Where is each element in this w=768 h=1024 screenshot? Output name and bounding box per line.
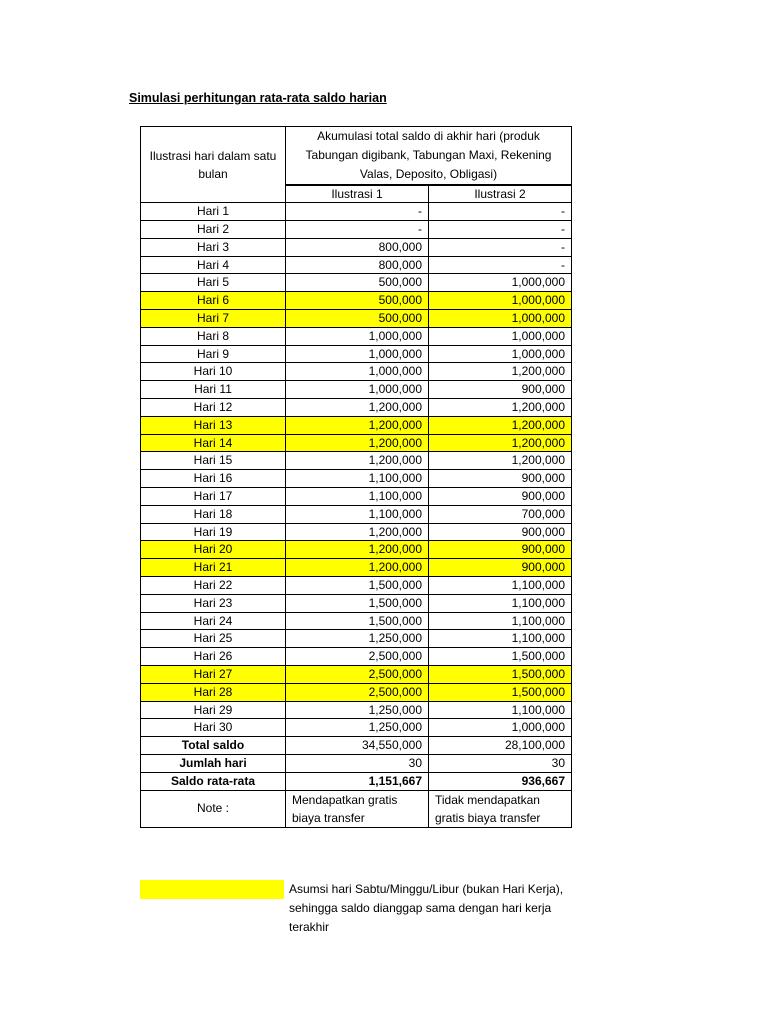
summary-ilustrasi-2: 28,100,000 [429,737,572,755]
ilustrasi-2-cell: 1,100,000 [429,701,572,719]
day-cell: Hari 20 [141,541,286,559]
ilustrasi-2-cell: 1,000,000 [429,310,572,328]
ilustrasi-1-cell: 1,500,000 [286,594,429,612]
ilustrasi-1-cell: 1,200,000 [286,416,429,434]
ilustrasi-2-cell: 1,000,000 [429,292,572,310]
header-ilustrasi-2: Ilustrasi 2 [429,185,572,203]
ilustrasi-1-cell: 2,500,000 [286,683,429,701]
table-row [141,594,572,612]
ilustrasi-1-cell: 1,200,000 [286,452,429,470]
saldo-simulation-table [140,126,572,828]
day-cell: Hari 12 [141,399,286,417]
header-ilustrasi-1: Ilustrasi 1 [286,185,429,203]
summary-label: Jumlah hari [141,755,286,773]
ilustrasi-1-cell: - [286,221,429,239]
day-cell: Hari 6 [141,292,286,310]
table-row [141,363,572,381]
table-row [141,203,572,221]
day-cell: Hari 29 [141,701,286,719]
table-row [141,327,572,345]
day-cell: Hari 13 [141,416,286,434]
ilustrasi-2-cell: 1,500,000 [429,683,572,701]
ilustrasi-2-cell: 1,200,000 [429,363,572,381]
ilustrasi-2-cell: 900,000 [429,488,572,506]
ilustrasi-2-cell: 1,000,000 [429,345,572,363]
ilustrasi-1-cell: 800,000 [286,256,429,274]
ilustrasi-1-cell: 1,100,000 [286,488,429,506]
table-row [141,238,572,256]
ilustrasi-1-cell: 500,000 [286,310,429,328]
table-row [141,719,572,737]
summary-label: Total saldo [141,737,286,755]
legend-text: Asumsi hari Sabtu/Minggu/Libur (bukan Hari Kerja), sehingga saldo dianggap sama dengan hari kerja terakhir [289,882,564,934]
day-cell: Hari 14 [141,434,286,452]
ilustrasi-1-cell: 1,100,000 [286,470,429,488]
day-cell: Hari 24 [141,612,286,630]
ilustrasi-2-cell: 1,100,000 [429,577,572,595]
table-row [141,488,572,506]
table-row [141,470,572,488]
ilustrasi-1-cell: 1,250,000 [286,630,429,648]
day-cell: Hari 22 [141,577,286,595]
ilustrasi-1-cell: 1,000,000 [286,345,429,363]
page-title: Simulasi perhitungan rata-rata saldo harian [129,91,387,105]
ilustrasi-2-cell: - [429,221,572,239]
ilustrasi-2-cell: 1,500,000 [429,666,572,684]
header-day-column: Ilustrasi hari dalam satu bulan [141,127,286,203]
ilustrasi-1-cell: 800,000 [286,238,429,256]
ilustrasi-1-cell: 1,200,000 [286,399,429,417]
day-cell: Hari 23 [141,594,286,612]
table-row [141,310,572,328]
day-cell: Hari 25 [141,630,286,648]
ilustrasi-1-cell: 500,000 [286,274,429,292]
ilustrasi-2-cell: 1,000,000 [429,274,572,292]
summary-row [141,755,572,773]
table-row [141,452,572,470]
day-cell: Hari 18 [141,505,286,523]
ilustrasi-2-cell: 1,500,000 [429,648,572,666]
day-cell: Hari 8 [141,327,286,345]
ilustrasi-2-cell: 1,200,000 [429,452,572,470]
ilustrasi-2-cell: 1,200,000 [429,434,572,452]
day-cell: Hari 5 [141,274,286,292]
table-row [141,630,572,648]
ilustrasi-1-cell: 1,100,000 [286,505,429,523]
day-cell: Hari 27 [141,666,286,684]
ilustrasi-2-cell: 1,100,000 [429,630,572,648]
ilustrasi-2-cell: 900,000 [429,381,572,399]
ilustrasi-2-cell: 900,000 [429,559,572,577]
ilustrasi-1-cell: 1,500,000 [286,577,429,595]
ilustrasi-2-cell: - [429,203,572,221]
ilustrasi-1-cell: 1,250,000 [286,701,429,719]
day-cell: Hari 19 [141,523,286,541]
ilustrasi-2-cell: 1,100,000 [429,594,572,612]
summary-ilustrasi-1: 34,550,000 [286,737,429,755]
ilustrasi-1-cell: 1,500,000 [286,612,429,630]
table-row [141,648,572,666]
summary-rows [141,737,572,790]
table-row [141,416,572,434]
day-cell: Hari 2 [141,221,286,239]
ilustrasi-2-cell: 900,000 [429,541,572,559]
ilustrasi-2-cell: 900,000 [429,523,572,541]
day-cell: Hari 11 [141,381,286,399]
day-cell: Hari 10 [141,363,286,381]
day-cell: Hari 28 [141,683,286,701]
ilustrasi-2-cell: 1,200,000 [429,416,572,434]
ilustrasi-2-cell: - [429,238,572,256]
day-cell: Hari 21 [141,559,286,577]
ilustrasi-1-cell: 1,250,000 [286,719,429,737]
summary-ilustrasi-2: 30 [429,755,572,773]
ilustrasi-2-cell: 700,000 [429,505,572,523]
day-cell: Hari 15 [141,452,286,470]
ilustrasi-2-cell: 1,000,000 [429,327,572,345]
day-cell: Hari 16 [141,470,286,488]
day-cell: Hari 17 [141,488,286,506]
ilustrasi-1-cell: 2,500,000 [286,666,429,684]
day-cell: Hari 1 [141,203,286,221]
table-row [141,523,572,541]
ilustrasi-1-cell: 1,200,000 [286,559,429,577]
ilustrasi-1-cell: 2,500,000 [286,648,429,666]
ilustrasi-1-cell: 500,000 [286,292,429,310]
ilustrasi-2-cell: 1,100,000 [429,612,572,630]
table-row [141,345,572,363]
ilustrasi-1-cell: 1,200,000 [286,541,429,559]
ilustrasi-1-cell: 1,000,000 [286,381,429,399]
table-row [141,274,572,292]
table-row [141,701,572,719]
header-accumulation-group: Akumulasi total saldo di akhir hari (produk Tabungan digibank, Tabungan Maxi, Rekening Valas, Deposito, Obligasi) [286,127,572,186]
table-row [141,381,572,399]
table-row [141,541,572,559]
day-rows [141,203,572,737]
ilustrasi-1-cell: 1,000,000 [286,327,429,345]
day-cell: Hari 30 [141,719,286,737]
day-cell: Hari 9 [141,345,286,363]
table-row [141,559,572,577]
ilustrasi-1-cell: 1,200,000 [286,434,429,452]
note-row [141,790,572,827]
note-label: Note : [141,790,286,827]
ilustrasi-2-cell: - [429,256,572,274]
ilustrasi-1-cell: - [286,203,429,221]
ilustrasi-1-cell: 1,000,000 [286,363,429,381]
note-ilustrasi-1: Mendapatkan gratis biaya transfer [286,790,429,827]
summary-label: Saldo rata-rata [141,772,286,790]
day-cell: Hari 4 [141,256,286,274]
day-cell: Hari 7 [141,310,286,328]
ilustrasi-2-cell: 1,200,000 [429,399,572,417]
ilustrasi-2-cell: 900,000 [429,470,572,488]
table-row [141,666,572,684]
summary-ilustrasi-1: 30 [286,755,429,773]
table-row [141,256,572,274]
table-row [141,292,572,310]
table-row [141,505,572,523]
note-ilustrasi-2: Tidak mendapatkan gratis biaya transfer [429,790,572,827]
table-row [141,399,572,417]
day-cell: Hari 3 [141,238,286,256]
summary-ilustrasi-1: 1,151,667 [286,772,429,790]
summary-row [141,737,572,755]
table-row [141,434,572,452]
table-row [141,221,572,239]
summary-row [141,772,572,790]
table-row [141,577,572,595]
table-row [141,683,572,701]
ilustrasi-1-cell: 1,200,000 [286,523,429,541]
day-cell: Hari 26 [141,648,286,666]
summary-ilustrasi-2: 936,667 [429,772,572,790]
table-row [141,612,572,630]
legend-highlight-swatch [140,880,284,899]
ilustrasi-2-cell: 1,000,000 [429,719,572,737]
